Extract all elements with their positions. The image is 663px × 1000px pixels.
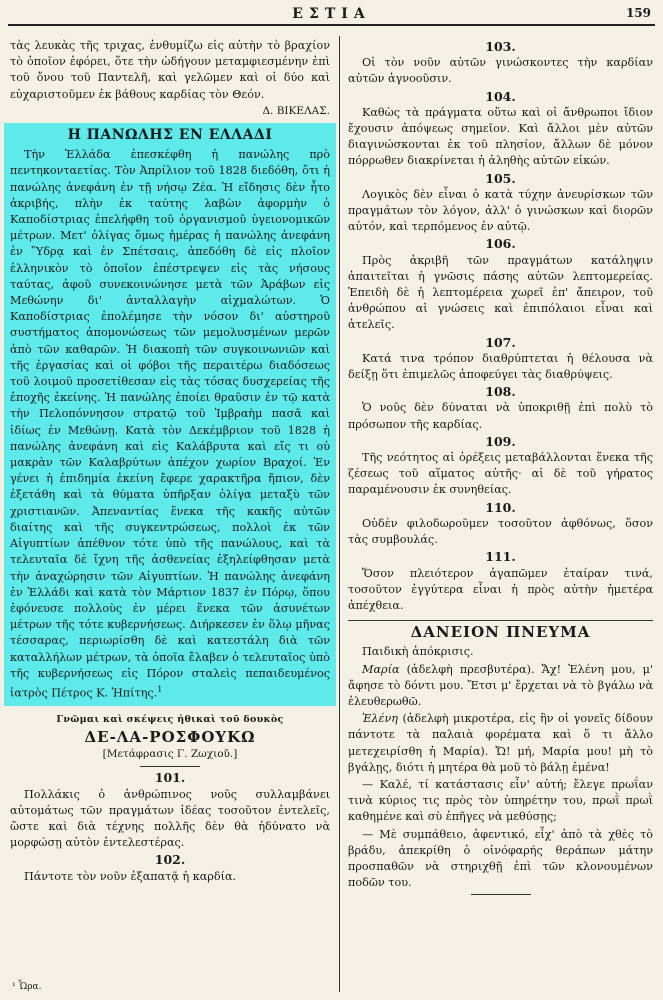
- maxims-translator: [Μετάφρασις Γ. Ζωχιοῦ.]: [102, 748, 238, 761]
- dialogue-eleni: [348, 711, 653, 776]
- footnote: ¹ Ὧρα.: [12, 982, 42, 992]
- maxim-text: Πρὸς ἀκριβῆ τῶν πραγμάτων κατάληψιν ἀπαιτεῖται ἡ γνῶσις πάσης αὐτῶν λεπτομερείας. Ἐπειδὴ δὲ ἡ λεπτομέρεια χωρεῖ ἐπ' ἄπειρον, τοῦ ἀνθρώπου αἱ γνώσεις καὶ ἐπιπόλαιοι εἶναι καὶ ἀτελεῖς.: [348, 253, 653, 332]
- dialogue-maria: [348, 662, 653, 711]
- maxim-number: 107.: [485, 334, 516, 350]
- right-column: [348, 38, 653, 898]
- maxim-text: Λογικὸς δὲν εἶναι ὁ κατὰ τύχην ἀνευρίσκων τῶν πραγμάτων τὸν λόγον, ἀλλ' ὁ γινώσκων καὶ διορῶν αὐτόν, καὶ τερπόμενος ἐν αὐτῷ.: [348, 187, 653, 234]
- maxim-number: 110.: [485, 499, 516, 515]
- maxim-text: Καθὼς τὰ πράγματα οὕτω καὶ οἱ ἄνθρωποι ἴδιον ἔχουσιν ἀπόψεως σημεῖον. Καὶ ἄλλοι μὲν αὐτῶν διαγινώσκονται ἐκ τοῦ πλησίον, ἄλλων δὲ μόνον πόρρωθεν διακρίνεται ἡ ἀληθὴς αὐτῶν εἰκών.: [348, 105, 653, 168]
- section-title: ΔΑΝΕΙΟΝ ΠΝΕΥΜΑ: [410, 623, 591, 642]
- maria-line: (ἀδελφὴ πρεσβυτέρα). Ἄχ! Ἑλένη μου, μ' ἄφησε τὸ δόντι μου. Ἔτσι μ' ἔρχεται νὰ τὸ βγάλω νὰ ἐλευθερωθῶ.: [348, 662, 653, 708]
- maxim-number: 108.: [485, 384, 516, 400]
- short-rule: [140, 766, 200, 767]
- maxim-number: 109.: [485, 433, 516, 449]
- article-text: Τὴν Ἑλλάδα ἐπεσκέφθη ἡ πανώλης πρὸ πεντηκονταετίας. Τὸν Ἀπρίλιον τοῦ 1828 διεδόθη, ὅτι ἡ πανώλης ἀνεφάνη ἐν τῇ νήσῳ Ζέα. Ἡ εἴδησις δὲν ἦτο ἀκριβής, πλὴν ἐκ ταύτης λαβὼν ἀφορμὴν ὁ Καποδίστριας ἐπελήφθη τοῦ ὀργανισμοῦ ὑγειονομικῶν μέτρων. Μετ' ὀλίγας ὅμως ἡμέρας ἡ πανώλης ἀνεφάνη ἐν Ὕδρᾳ καὶ ἐν Σπέτσαις, ἀπεδόθη δὲ εἰς πλοῖον ἑλληνικὸν τὸ ὁποῖον ἐπέστρεψεν εἰς τὰς νήσους ταύτας, ἀφοῦ συνεκοινώνησε μετὰ τῶν Ἀράβων εἰς Μεθώνην δι' ἀνταλλαγὴν αἰχμαλώτων. Ὁ Καποδίστριας ἐπολέμησε τὴν νόσον δι' αὐστηροῦ συστήματος ἀπομονώσεως τῶν μεμολυσμένων μερῶν ἀπὸ τῶν καθαρῶν. Ἡ διακοπὴ τῶν συγκοινωνιῶν καὶ τῆς ἐργασίας καὶ οἱ φόβοι τῆς περαιτέρω διαδόσεως τοῦ λοιμοῦ προσετίθεσαν εἰς τὰς τόσας δυσχερείας τῆς ἐποχῆς ἐκείνης. Ἡ πανώλης ἐποίει θραῦσιν ἐν τῷ κατὰ τὴν Πελοπόννησον στρατῷ τοῦ Ἰμβραὴμ πασᾶ καὶ ἰδίως ἐν Μεθώνῃ. Κατὰ τὸν Δεκέμβριον τοῦ 1828 ἡ πανώλης ἀνεφάνη καὶ εἰς Καλάβρυτα καὶ εἴς τι οὐ μακρὰν τῶν Καλαβρύτων ἀπέχον χωρίον Βραχοί. Ἐν γένει ἡ ἐπιδημία ἐκείνη ἔφερε χαρακτῆρα ἤπιον, δὲν ἐξετάθη καὶ τὰ θύματα ὑπῆρξαν ὀλίγα μεταξὺ τῶν χριστιανῶν. Ἀπεναντίας ἕνεκα τῆς κακῆς αὐτῶν διαίτης καὶ τῆς συγκεντρώσεως, πολλοὶ ἐκ τῶν Αἰγυπτίων ἀπέθνον τότε ὑπὸ τῆς πανώλους, καὶ τὰ τελευταῖα δὲ ἴχνη τῆς ἀσθενείας ἐξηλείφθησαν μετὰ τὴν ἀναχώρησιν τῶν Αἰγυπτίων. Ἡ πανώλης ἀνεφάνη ἐν Ἑλλάδι καὶ κατὰ τὸν Μάρτιον 1837 ἐν Πόρῳ, ὅπου ἐφόνευσε πολλοὺς ἐν μέρει ἕνεκα τῶν ἀσυνέτων μέτρων τῆς τότε κυβερνήσεως. Διήρκεσεν ἐν ὅλῳ μῆνας τέσσαρας, περιωρίσθη δὲ καὶ κατεστάλη διὰ τῶν καταλλήλων μέτρων, τὰ ὁποῖα ἔλαβεν ὁ τελευταῖος ὑπὸ τῆς κυβερνήσεως εἰς Πόρον σταλεὶς πεπαιδευμένος ἰατρὸς Πέτρος Κ. Ἠπίτης.: [10, 148, 330, 700]
- column-divider: [339, 36, 340, 992]
- article-title: Η ΠΑΝΩΛΗΣ ΕΝ ΕΛΛΑΔΙ: [67, 127, 273, 144]
- maxim-number: 106.: [485, 236, 516, 252]
- footnote-marker: 1: [157, 684, 163, 694]
- maxim-text: Οὐδὲν φιλοδωροῦμεν τοσοῦτον ἀφθόνως, ὅσον τὰς συμβουλάς.: [348, 516, 653, 547]
- section-rule: [348, 620, 653, 621]
- maxim-number: 102.: [154, 852, 186, 868]
- maxim-number: 104.: [485, 88, 516, 104]
- maxim-text: Πολλάκις ὁ ἀνθρώπινος νοῦς συλλαμβάνει αὐτομάτως τῶν πραγμάτων ἰδέας τοσοῦτον ἐντελεῖς, ὥστε καὶ διὰ τέχνης πολλῆς δὲν θὰ ἠδύνατο νὰ μορφώσῃ αὐτὸν ἐντελεστέρας.: [10, 787, 330, 850]
- maxim-text: Ὅσον πλειότερον ἀγαπῶμεν ἑταίραν τινά, τοσοῦτον ἐγγύτερα εἶναι ἡ πρὸς αὐτὴν ἡμετέρα ἀπέχθεια.: [348, 566, 653, 612]
- maxim-number: 105.: [485, 170, 516, 186]
- maxims-heading: Γνῶμαι καὶ σκέψεις ἠθικαὶ τοῦ δουκὸς: [56, 713, 284, 725]
- maxim-text: Κατά τινα τρόπον διαθρύπτεται ἡ θέλουσα νὰ δείξῃ ὅτι ἐπιμελῶς ἀποφεύγει τὰς διαθρύψεις.: [348, 351, 653, 382]
- speaker-eleni: Ἑλένη: [362, 712, 399, 726]
- anecdote-intro: Παιδικὴ ἀπόκρισις.: [362, 645, 474, 659]
- maxims-author: ΔΕ-ΛΑ-ΡΟΣΦΟΥΚΩ: [84, 728, 256, 747]
- maxim-text: Οἱ τὸν νοῦν αὐτῶν γινώσκοντες τὴν καρδίαν αὐτῶν ἀγνοοῦσιν.: [348, 56, 653, 86]
- speaker-maria: Μαρία: [362, 662, 400, 676]
- header-rule: [8, 24, 655, 26]
- maxim-text: Τῆς νεότητος αἱ ὀρέξεις μεταβάλλονται ἕνεκα τῆς ζέσεως τοῦ αἵματος αὐτῆς· αἱ δὲ τοῦ γήρατος παραμένουσιν ἐκ συνηθείας.: [348, 451, 653, 497]
- maxim-number: 101.: [154, 770, 186, 786]
- dialogue-line: — Καλέ, τί κατάστασις εἶν' αὐτή; ἔλεγε πρωΐαν τινὰ κύριος τις πρὸς τὸν ὑπηρέτην του, πρωῒ πρωῒ καθημένε καὶ σὺ ἐπῆγες νὰ μεθύσῃς;: [348, 777, 653, 824]
- intro-paragraph: τὰς λευκὰς τῆς τριχας, ἐνθυμίζω εἰς αὐτὴν τὸ βραχίον τὸ ὁποῖον ἐφόρει, ὅτε τὴν ὡδήγουν μεταμφιεσμένην ἐπὶ τοῦ ὄνου τοῦ Παντελῆ, καὶ γελῶμεν καὶ οἱ δύο καὶ εὐχαριστοῦμεν ἐκ βάθους καρδίας τὸν Θεόν.: [10, 39, 330, 101]
- article-body: [10, 147, 330, 702]
- maxim-text: Ὁ νοῦς δὲν δύναται νὰ ὑποκριθῇ ἐπὶ πολὺ τὸ πρόσωπον τῆς καρδίας.: [348, 401, 653, 431]
- author-signature: Δ. ΒΙΚΕΛΑΣ.: [262, 104, 330, 117]
- maxim-text: Πάντοτε τὸν νοῦν ἐξαπατᾷ ἡ καρδία.: [24, 869, 237, 883]
- eleni-line: (ἀδελφὴ μικροτέρα, εἰς ἣν οἱ γονεῖς δίδουν πάντοτε τὰ παλαιὰ φορέματα καὶ ὅ τι ἄλλο μετεχειρίσθη ἡ Μαρία). Ὤ! μή, Μαρία μου! μὴ τὸ βγάλῃς, διότι ἡ μητέρα θὰ μοῦ τὸ βάλῃ ἐμένα!: [348, 712, 653, 774]
- page-number: 159: [625, 6, 651, 20]
- maxim-number: 111.: [485, 549, 516, 565]
- dialogue-line: — Μὲ συμπάθειο, ἀφεντικό, εἶχ' ἀπὸ τὰ χθὲς τὸ βράδυ, ἀπεκρίθη ὁ οἰνόφαρής θεράπων μάτην προσπαθῶν νὰ στηριχθῇ ἐπὶ τῶν κλονουμένων ποδῶν του.: [348, 827, 653, 890]
- maxim-number: 103.: [485, 39, 516, 54]
- page-header: [10, 6, 653, 26]
- highlighted-article: [4, 123, 336, 706]
- journal-title: ΕΣΤΙΑ: [292, 6, 371, 22]
- end-rule: [471, 894, 531, 895]
- left-column: [10, 38, 330, 885]
